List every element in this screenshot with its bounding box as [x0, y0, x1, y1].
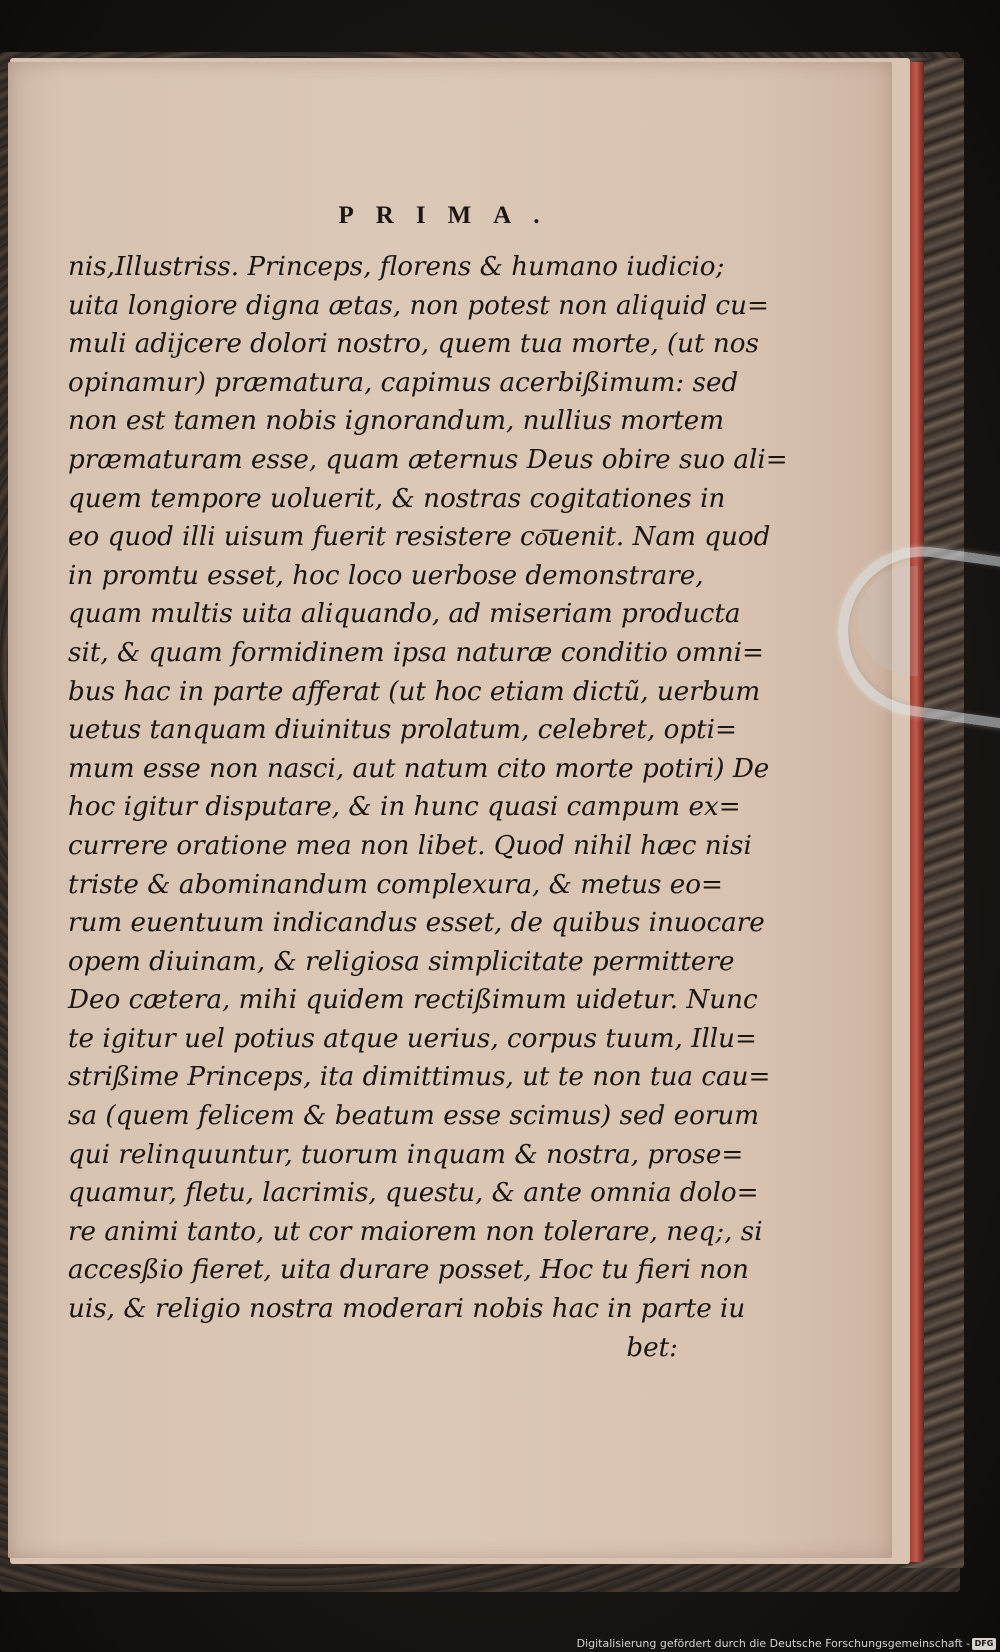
text-line: te igitur uel potius atque uerius, corpus tuum, Illu=	[68, 1023, 757, 1054]
text-line: quamur, fletu, lacrimis, questu, & ante omnia dolo=	[68, 1178, 759, 1209]
text-line: nis,Illustriss. Princeps, florens & humano iudicio;	[68, 252, 725, 282]
text-line: præmaturam esse, quam æternus Deus obire suo ali=	[68, 444, 788, 475]
text-line: qui relinquuntur, tuorum inquam & nostra, prose=	[68, 1139, 744, 1170]
text-line: quem tempore uoluerit, & nostras cogitationes in	[68, 483, 726, 514]
text-line: Deo cætera, mihi quidem rectißimum uidetur. Nunc	[68, 985, 758, 1016]
text-line: opem diuinam, & religiosa simplicitate permittere	[68, 946, 735, 977]
text-line: eo quod illi uisum fuerit resistere co͞uenit. Nam quod	[68, 522, 771, 553]
digitization-credit: Digitalisierung gefördert durch die Deutsche Forschungsgemeinschaft -	[576, 1637, 970, 1650]
text-line: mum esse non nasci, aut natum cito morte potiri) De	[68, 753, 770, 784]
text-line: non est tamen nobis ignorandum, nullius mortem	[68, 406, 725, 437]
body-text	[68, 248, 788, 1367]
text-line: bus hac in parte afferat (ut hoc etiam dictũ, uerbum	[68, 676, 761, 707]
text-line: sit, & quam formidinem ipsa naturæ conditio omni=	[68, 637, 764, 668]
text-line: bet:	[626, 1332, 678, 1363]
text-line: in promtu esset, hoc loco uerbose demonstrare,	[68, 560, 704, 591]
text-line: muli adijcere dolori nostro, quem tua morte, (ut nos	[68, 329, 759, 360]
text-line: strißime Princeps, ita dimittimus, ut te non tua cau=	[68, 1062, 771, 1093]
text-line: sa (quem felicem & beatum esse scimus) sed eorum	[68, 1101, 760, 1132]
text-line: quam multis uita aliquando, ad miseriam producta	[68, 599, 741, 630]
text-line: uetus tanquam diuinitus prolatum, celebret, opti=	[68, 715, 737, 746]
text-line: uis, & religio nostra moderari nobis hac in parte iu	[68, 1294, 746, 1325]
running-head: PRIMA.	[338, 202, 562, 229]
text-line: triste & abominandum complexura, & metus eo=	[68, 869, 723, 900]
text-line: opinamur) præmatura, capimus acerbißimum: sed	[68, 367, 739, 398]
text-line: hoc igitur disputare, & in hunc quasi campum ex=	[68, 792, 741, 823]
book-page	[8, 62, 892, 1558]
dfg-logo-icon: DFG	[972, 1638, 996, 1650]
text-line: re animi tanto, ut cor maiorem non tolerare, neq;, si	[68, 1216, 763, 1247]
text-line: uita longiore digna ætas, non potest non aliquid cu=	[68, 290, 769, 321]
text-line: rum euentuum indicandus esset, de quibus inuocare	[68, 908, 765, 939]
text-line: currere oratione mea non libet. Quod nihil hæc nisi	[68, 830, 752, 861]
text-line: accesßio fieret, uita durare posset, Hoc tu fieri non	[68, 1255, 749, 1286]
